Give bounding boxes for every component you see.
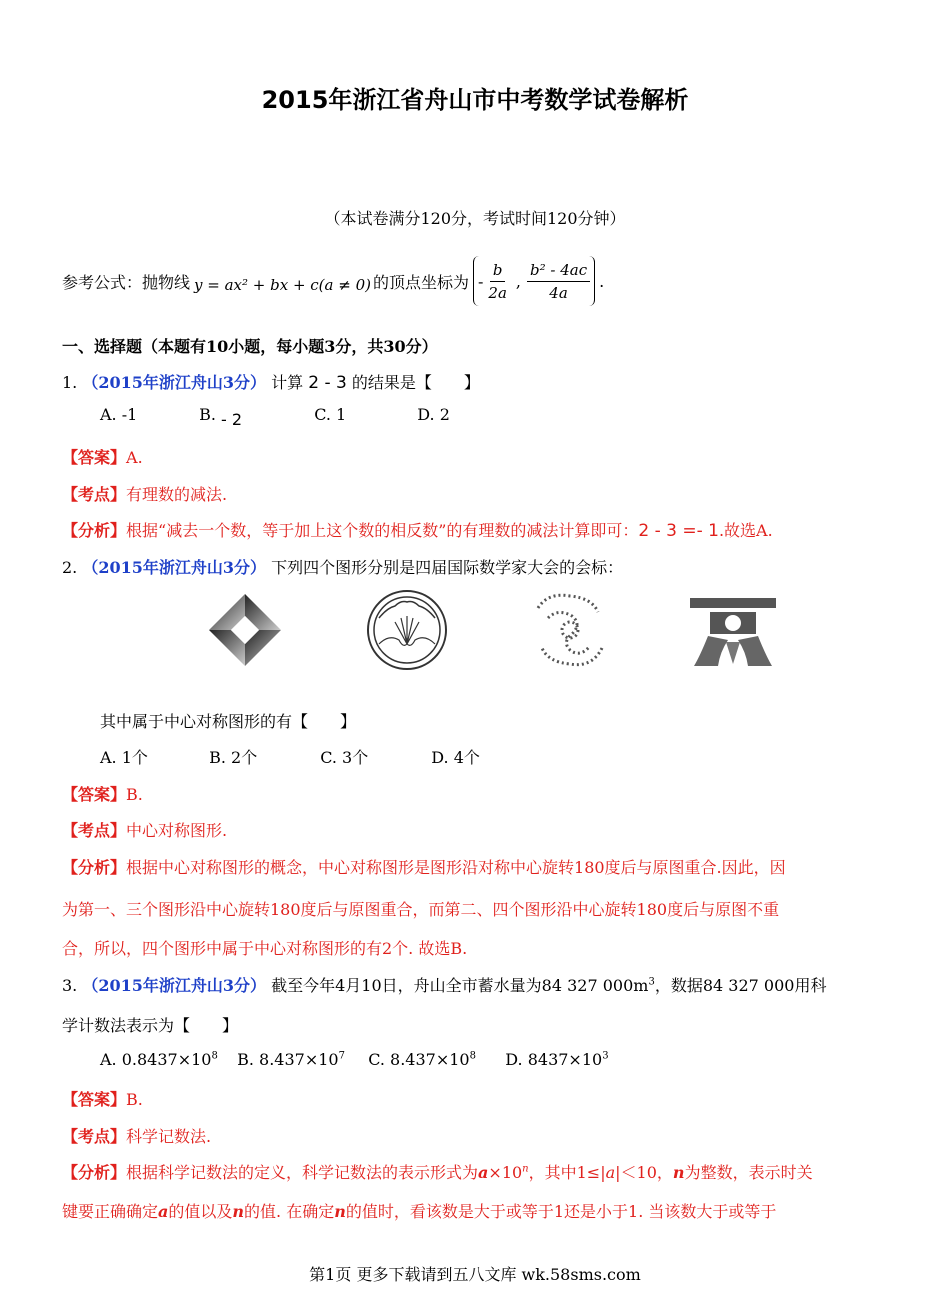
answer-value: B. bbox=[126, 785, 143, 804]
option-text: C. 8.437×10 bbox=[368, 1050, 470, 1069]
fraction-numerator: b² - 4ac bbox=[527, 261, 590, 282]
math-expression: 2 - 3 bbox=[308, 373, 347, 393]
fraction-discriminant bbox=[527, 261, 590, 302]
formula-mid: 的顶点坐标为 bbox=[372, 272, 469, 292]
option-label: B. bbox=[199, 405, 222, 424]
parabola-equation: y = ax² + bx + c(a ≠ 0) bbox=[194, 276, 371, 294]
point-label: 【考点】 bbox=[62, 821, 127, 840]
math-variable: a bbox=[478, 1163, 489, 1182]
option-d bbox=[505, 1050, 608, 1069]
math-variable: n bbox=[232, 1202, 245, 1221]
analysis-3-line-2 bbox=[62, 1199, 776, 1222]
option-a: A. -1 bbox=[100, 405, 138, 424]
answer-label: 【答案】 bbox=[62, 1090, 127, 1109]
period: . bbox=[599, 271, 605, 291]
analysis-1 bbox=[62, 518, 773, 541]
question-text: 截至今年4月10日，舟山全市蓄水量为84 327 000m bbox=[271, 976, 649, 995]
fraction-denominator: 4a bbox=[549, 283, 568, 302]
analysis-text: .故选A. bbox=[718, 521, 773, 540]
math-variable: n bbox=[334, 1202, 346, 1221]
vertex-coordinates bbox=[473, 256, 595, 306]
superscript: 8 bbox=[469, 1050, 476, 1062]
question-number: 3. bbox=[62, 976, 78, 995]
congress-logo-1 bbox=[205, 590, 285, 670]
question-2 bbox=[62, 555, 623, 578]
math-expression: - 2 bbox=[221, 410, 243, 429]
point-value: 有理数的减法. bbox=[126, 485, 228, 504]
analysis-label: 【分析】 bbox=[62, 521, 127, 540]
answer-1 bbox=[62, 445, 143, 468]
question-3 bbox=[62, 973, 826, 996]
question-3-line-2: 学计数法表示为【 】 bbox=[62, 1016, 239, 1035]
analysis-2-line-2: 为第一、三个图形沿中心旋转180度后与原图重合，而第二、四个图形沿中心旋转180度后与原图不重 bbox=[62, 900, 780, 919]
analysis-text: 的值. 在确定 bbox=[244, 1202, 335, 1221]
superscript: 3 bbox=[602, 1050, 609, 1062]
analysis-text: 为整数，表示时关 bbox=[684, 1163, 813, 1182]
comma: , bbox=[515, 271, 521, 291]
question-text: ，数据84 327 000用科 bbox=[654, 976, 827, 995]
analysis-text: 根据“减去一个数，等于加上这个数的相反数”的有理数的减法计算即可： bbox=[126, 521, 639, 540]
analysis-text: 根据科学记数法的定义，科学记数法的表示形式为 bbox=[126, 1163, 479, 1182]
question-2-prompt: 其中属于中心对称图形的有【 】 bbox=[100, 712, 357, 731]
section-heading: 一、选择题（本题有10小题，每小题3分，共30分） bbox=[62, 337, 438, 356]
minus-sign: - bbox=[478, 271, 484, 291]
point-value: 科学记数法. bbox=[126, 1127, 212, 1146]
option-text: D. 8437×10 bbox=[505, 1050, 603, 1069]
congress-logo-3 bbox=[528, 588, 612, 672]
analysis-3-line-1 bbox=[62, 1160, 813, 1183]
question-1-options bbox=[100, 405, 450, 429]
question-source-tag: （2015年浙江舟山3分） bbox=[82, 976, 267, 995]
answer-3 bbox=[62, 1087, 143, 1110]
analysis-2-line-1 bbox=[62, 855, 786, 878]
congress-logo-4 bbox=[690, 596, 776, 668]
option-text: B. 8.437×10 bbox=[237, 1050, 339, 1069]
question-1 bbox=[62, 370, 480, 393]
answer-2 bbox=[62, 782, 143, 805]
option-a: A. 1个 bbox=[100, 748, 148, 767]
question-source-tag: （2015年浙江舟山3分） bbox=[82, 373, 267, 392]
page-title: 2015年浙江省舟山市中考数学试卷解析 bbox=[261, 86, 689, 114]
option-d: D. 4个 bbox=[431, 748, 480, 767]
fraction-numerator: b bbox=[490, 261, 506, 282]
exam-subtitle: （本试卷满分120分，考试时间120分钟） bbox=[324, 209, 626, 228]
option-c: C. 3个 bbox=[320, 748, 369, 767]
congress-logo-2 bbox=[365, 588, 449, 672]
superscript: 7 bbox=[338, 1050, 345, 1062]
question-text: 的结果是【 】 bbox=[351, 373, 480, 392]
math-variable: a bbox=[158, 1202, 169, 1221]
point-value: 中心对称图形. bbox=[126, 821, 228, 840]
page-footer: 第1页 更多下载请到五八文库 wk.58sms.com bbox=[309, 1265, 641, 1284]
superscript: 8 bbox=[211, 1050, 218, 1062]
option-b: B. 2个 bbox=[209, 748, 258, 767]
answer-label: 【答案】 bbox=[62, 785, 127, 804]
reference-formula bbox=[62, 256, 604, 306]
knowledge-point-1 bbox=[62, 482, 227, 505]
formula-prefix: 参考公式：抛物线 bbox=[62, 272, 191, 292]
analysis-text: 键要正确确定 bbox=[62, 1202, 159, 1221]
analysis-label: 【分析】 bbox=[62, 1163, 127, 1182]
question-text: 计算 bbox=[271, 373, 304, 392]
question-source-tag: （2015年浙江舟山3分） bbox=[82, 558, 267, 577]
question-3-options bbox=[100, 1050, 609, 1069]
option-a bbox=[100, 1050, 232, 1069]
analysis-text: 的值以及 bbox=[168, 1202, 233, 1221]
analysis-text: ×10 bbox=[488, 1163, 523, 1182]
superscript: 3 bbox=[648, 976, 655, 988]
option-b bbox=[199, 405, 309, 429]
option-c bbox=[368, 1050, 500, 1069]
option-text: A. 0.8437×10 bbox=[100, 1050, 212, 1069]
option-b bbox=[237, 1050, 363, 1069]
analysis-text: ，其中1≤| bbox=[528, 1163, 606, 1182]
question-number: 1. bbox=[62, 373, 78, 392]
question-text: 下列四个图形分别是四届国际数学家大会的会标： bbox=[271, 558, 624, 577]
point-label: 【考点】 bbox=[62, 1127, 127, 1146]
knowledge-point-2 bbox=[62, 818, 227, 841]
fraction-denominator: 2a bbox=[488, 283, 507, 302]
knowledge-point-3 bbox=[62, 1124, 211, 1147]
math-variable: a bbox=[605, 1163, 616, 1182]
option-c: C. 1 bbox=[314, 405, 347, 424]
option-d: D. 2 bbox=[417, 405, 450, 424]
math-expression: 2 - 3 =- 1 bbox=[638, 521, 719, 541]
math-variable: n bbox=[672, 1163, 685, 1182]
analysis-text: 的值时，看该数是大于或等于1还是小于1. 当该数大于或等于 bbox=[345, 1202, 777, 1221]
point-label: 【考点】 bbox=[62, 485, 127, 504]
analysis-text: 根据中心对称图形的概念，中心对称图形是图形沿对称中心旋转180度后与原图重合.因此，因 bbox=[126, 858, 786, 877]
question-number: 2. bbox=[62, 558, 78, 577]
question-2-options bbox=[100, 745, 480, 768]
analysis-text: |＜10， bbox=[615, 1163, 673, 1182]
analysis-label: 【分析】 bbox=[62, 858, 127, 877]
answer-value: A. bbox=[126, 448, 143, 467]
analysis-2-line-3: 合，所以，四个图形中属于中心对称图形的有2个. 故选B. bbox=[62, 939, 468, 958]
math-variable: n bbox=[522, 1163, 529, 1175]
fraction-b-2a bbox=[485, 261, 510, 302]
answer-label: 【答案】 bbox=[62, 448, 127, 467]
answer-value: B. bbox=[126, 1090, 143, 1109]
